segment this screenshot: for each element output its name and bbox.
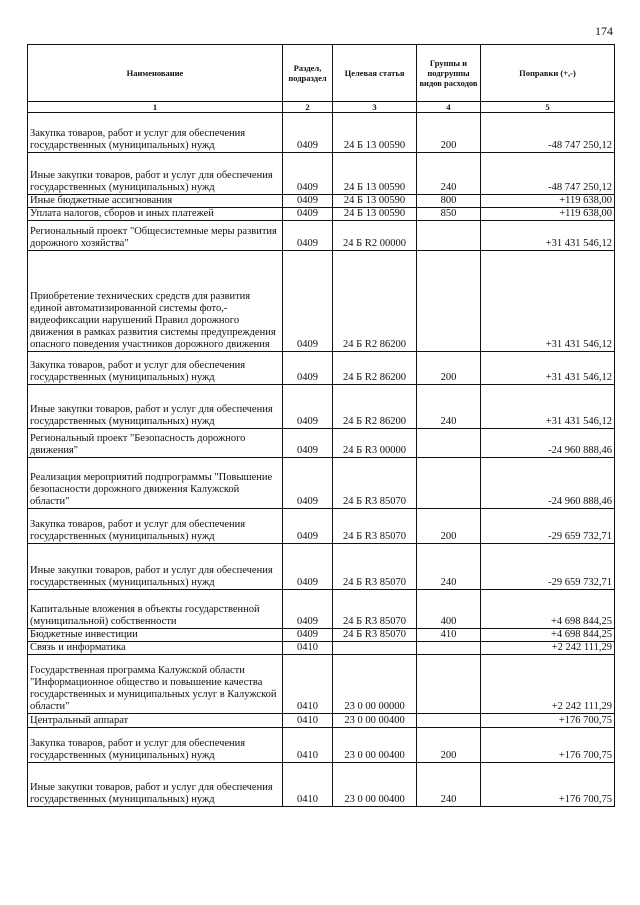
table-row	[28, 509, 615, 544]
row-section: 0409	[283, 629, 333, 642]
row-amount: +4 698 844,25	[481, 590, 615, 629]
column-number: 4	[417, 102, 481, 113]
row-target-article: 24 Б 13 00590	[333, 195, 417, 208]
row-amount: -24 960 888,46	[481, 458, 615, 509]
row-amount: +31 431 546,12	[481, 221, 615, 251]
table-row	[28, 195, 615, 208]
row-amount: +2 242 111,29	[481, 655, 615, 714]
row-target-article: 24 Б R3 00000	[333, 429, 417, 458]
column-number: 3	[333, 102, 417, 113]
row-section: 0410	[283, 642, 333, 655]
row-expense-group	[417, 429, 481, 458]
row-name: Региональный проект "Общесистемные меры развития дорожного хозяйства"	[28, 221, 283, 251]
row-section: 0409	[283, 429, 333, 458]
row-section: 0409	[283, 208, 333, 221]
row-expense-group: 200	[417, 509, 481, 544]
row-name: Капитальные вложения в объекты государственной (муниципальной) собственности	[28, 590, 283, 629]
row-target-article: 23 0 00 00400	[333, 728, 417, 763]
row-target-article: 24 Б R2 86200	[333, 251, 417, 352]
row-section: 0409	[283, 195, 333, 208]
row-name: Связь и информатика	[28, 642, 283, 655]
row-amount: -48 747 250,12	[481, 113, 615, 153]
row-amount: +119 638,00	[481, 208, 615, 221]
row-section: 0410	[283, 763, 333, 807]
table-row	[28, 429, 615, 458]
row-name: Центральный аппарат	[28, 714, 283, 728]
row-section: 0410	[283, 655, 333, 714]
row-expense-group: 240	[417, 385, 481, 429]
row-amount: -24 960 888,46	[481, 429, 615, 458]
row-expense-group: 240	[417, 544, 481, 590]
row-target-article: 24 Б R3 85070	[333, 458, 417, 509]
row-name: Иные закупки товаров, работ и услуг для обеспечения государственных (муниципальных) нужд	[28, 153, 283, 195]
table-row	[28, 642, 615, 655]
table-header-row	[28, 45, 615, 102]
row-name: Иные закупки товаров, работ и услуг для обеспечения государственных (муниципальных) нужд	[28, 385, 283, 429]
row-name: Иные закупки товаров, работ и услуг для обеспечения государственных (муниципальных) нужд	[28, 763, 283, 807]
row-section: 0409	[283, 113, 333, 153]
row-target-article: 24 Б R3 85070	[333, 544, 417, 590]
row-amount: +2 242 111,29	[481, 642, 615, 655]
table-row	[28, 590, 615, 629]
budget-amendments-table	[27, 44, 615, 807]
table-row	[28, 352, 615, 385]
row-section: 0409	[283, 153, 333, 195]
table-row	[28, 458, 615, 509]
row-target-article: 24 Б 13 00590	[333, 113, 417, 153]
row-name: Закупка товаров, работ и услуг для обеспечения государственных (муниципальных) нужд	[28, 352, 283, 385]
row-target-article: 24 Б R2 86200	[333, 352, 417, 385]
table-row	[28, 763, 615, 807]
header-section: Раздел, подраздел	[283, 45, 333, 102]
row-expense-group: 410	[417, 629, 481, 642]
row-target-article: 24 Б R3 85070	[333, 629, 417, 642]
row-name: Реализация мероприятий подпрограммы "Повышение безопасности дорожного движения Калужской области"	[28, 458, 283, 509]
row-section: 0409	[283, 352, 333, 385]
table-row	[28, 153, 615, 195]
column-number: 5	[481, 102, 615, 113]
row-expense-group: 200	[417, 728, 481, 763]
row-expense-group	[417, 714, 481, 728]
row-expense-group: 240	[417, 153, 481, 195]
table-body	[28, 113, 615, 807]
row-amount: -48 747 250,12	[481, 153, 615, 195]
row-name: Уплата налогов, сборов и иных платежей	[28, 208, 283, 221]
row-expense-group	[417, 251, 481, 352]
row-name: Иные бюджетные ассигнования	[28, 195, 283, 208]
row-expense-group	[417, 221, 481, 251]
column-number: 2	[283, 102, 333, 113]
row-target-article: 23 0 00 00400	[333, 714, 417, 728]
row-target-article: 24 Б R2 00000	[333, 221, 417, 251]
row-amount: +31 431 546,12	[481, 385, 615, 429]
row-expense-group: 240	[417, 763, 481, 807]
row-amount: +119 638,00	[481, 195, 615, 208]
row-target-article: 24 Б 13 00590	[333, 208, 417, 221]
row-name: Государственная программа Калужской области "Информационное общество и повышение качества государственных и муниципальных услуг в Калужской области"	[28, 655, 283, 714]
row-amount: -29 659 732,71	[481, 544, 615, 590]
table-row	[28, 251, 615, 352]
row-target-article: 23 0 00 00400	[333, 763, 417, 807]
row-target-article: 24 Б R2 86200	[333, 385, 417, 429]
table-row	[28, 728, 615, 763]
row-name: Иные закупки товаров, работ и услуг для обеспечения государственных (муниципальных) нужд	[28, 544, 283, 590]
row-amount: -29 659 732,71	[481, 509, 615, 544]
row-expense-group: 200	[417, 113, 481, 153]
table-row	[28, 385, 615, 429]
row-target-article	[333, 642, 417, 655]
row-section: 0409	[283, 590, 333, 629]
row-target-article: 24 Б R3 85070	[333, 509, 417, 544]
table-row	[28, 221, 615, 251]
table-row	[28, 208, 615, 221]
table-row	[28, 714, 615, 728]
row-amount: +176 700,75	[481, 763, 615, 807]
table-row	[28, 655, 615, 714]
row-amount: +176 700,75	[481, 728, 615, 763]
row-expense-group: 850	[417, 208, 481, 221]
row-section: 0409	[283, 544, 333, 590]
row-target-article: 24 Б 13 00590	[333, 153, 417, 195]
column-number: 1	[28, 102, 283, 113]
row-section: 0409	[283, 221, 333, 251]
row-expense-group	[417, 458, 481, 509]
row-amount: +31 431 546,12	[481, 251, 615, 352]
row-section: 0409	[283, 458, 333, 509]
row-name: Бюджетные инвестиции	[28, 629, 283, 642]
row-expense-group: 400	[417, 590, 481, 629]
column-number-row	[28, 102, 615, 113]
row-name: Региональный проект "Безопасность дорожного движения"	[28, 429, 283, 458]
table-row	[28, 113, 615, 153]
row-section: 0410	[283, 728, 333, 763]
row-name: Закупка товаров, работ и услуг для обеспечения государственных (муниципальных) нужд	[28, 113, 283, 153]
header-target-article: Целевая статья	[333, 45, 417, 102]
row-section: 0409	[283, 509, 333, 544]
row-name: Закупка товаров, работ и услуг для обеспечения государственных (муниципальных) нужд	[28, 509, 283, 544]
header-name: Наименование	[28, 45, 283, 102]
row-amount: +31 431 546,12	[481, 352, 615, 385]
header-expense-groups: Группы и подгруппы видов расходов	[417, 45, 481, 102]
header-amendments: Поправки (+,-)	[481, 45, 615, 102]
row-expense-group	[417, 655, 481, 714]
row-target-article: 23 0 00 00000	[333, 655, 417, 714]
row-target-article: 24 Б R3 85070	[333, 590, 417, 629]
row-amount: +4 698 844,25	[481, 629, 615, 642]
table-row	[28, 629, 615, 642]
row-name: Приобретение технических средств для развития единой автоматизированной системы фото,-видеофиксации нарушений Правил дорожного движения в рамках развития системы предупреждения опасного поведения участников дорожного движения	[28, 251, 283, 352]
row-expense-group	[417, 642, 481, 655]
row-expense-group: 200	[417, 352, 481, 385]
row-name: Закупка товаров, работ и услуг для обеспечения государственных (муниципальных) нужд	[28, 728, 283, 763]
page-number: 174	[595, 24, 613, 38]
row-section: 0410	[283, 714, 333, 728]
row-amount: +176 700,75	[481, 714, 615, 728]
table-row	[28, 544, 615, 590]
row-section: 0409	[283, 251, 333, 352]
row-expense-group: 800	[417, 195, 481, 208]
row-section: 0409	[283, 385, 333, 429]
